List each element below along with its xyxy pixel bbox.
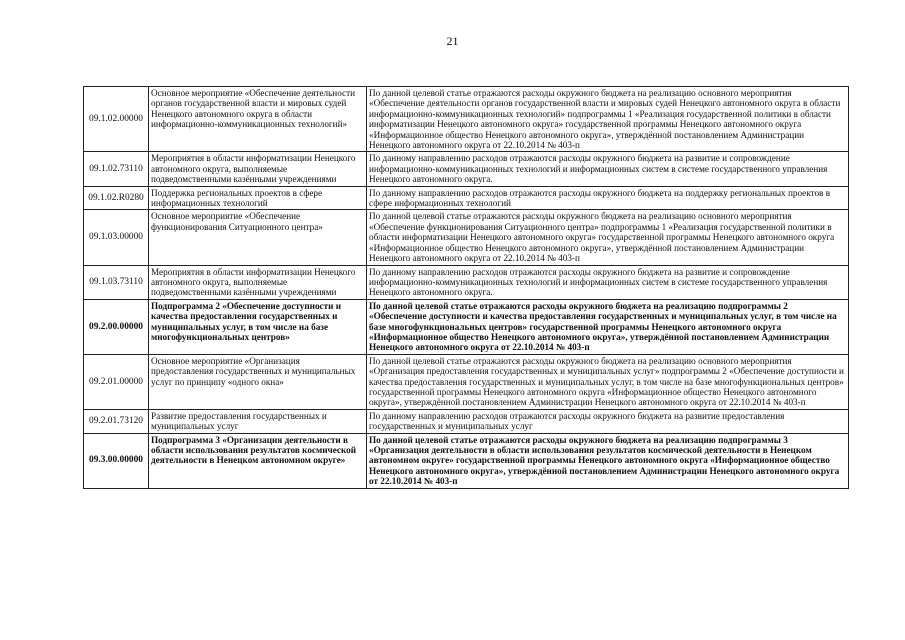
page-number: 21 [446,34,459,48]
row-code: 09.1.03.00000 [84,210,149,265]
table-row [84,210,849,265]
row-code: 09.1.02.R0280 [84,186,149,210]
row-description: По данному направлению расходов отражаются расходы окружного бюджета на развитие и сопровождение информационно-коммуникационных технологий и информационных систем в системе государственного управления Ненецкого автономного округа. [367,265,849,299]
row-code: 09.2.00.00000 [84,299,149,354]
row-code: 09.1.02.73110 [84,152,149,186]
row-name: Подпрограмма 2 «Обеспечение доступности и качества предоставления государственных и муниципальных услуг, в том числе на базе многофункциональных центров» [149,299,367,354]
row-description: По данной целевой статье отражаются расходы окружного бюджета на реализацию основного мероприятия «Организация предоставления государственных и муниципальных услуг» подпрограммы 2 «Обеспечение доступности и качества предоставления государственных и муниципальных услуг, в том числе на базе многофункциональных центров» государственной программы Ненецкого автономного округа «Информационное общество Ненецкого автономного округа», утверждённой постановлением Администрации Ненецкого автономного округа от 22.10.2014 № 403-п [367,354,849,409]
row-description: По данной целевой статье отражаются расходы окружного бюджета на реализацию подпрограммы 3 «Организация деятельности в области использования результатов космической деятельности в Ненецком автономном округе» государственной программы Ненецкого автономного округа «Информационное общество Ненецкого автономного округа», утверждённой постановлением Администрации Ненецкого автономного округа от 22.10.2014 № 403-п [367,433,849,488]
row-name: Поддержка региональных проектов в сфере информационных технологий [149,186,367,210]
row-name: Подпрограмма 3 «Организация деятельности в области использования результатов космической деятельности в Ненецком автономном округе» [149,433,367,488]
table-row [84,354,849,409]
row-name: Основное мероприятие «Обеспечение деятельности органов государственной власти и мировых судей Ненецкого автономного округа в области информационно-коммуникационных технологий» [149,87,367,152]
row-code: 09.2.01.73120 [84,409,149,433]
row-code: 09.3.00.00000 [84,433,149,488]
table-row [84,409,849,433]
row-name: Мероприятия в области информатизации Ненецкого автономного округа, выполняемые подведомственными казёнными учреждениями [149,265,367,299]
table-row [84,265,849,299]
row-code: 09.2.01.00000 [84,354,149,409]
row-description: По данной целевой статье отражаются расходы окружного бюджета на реализацию подпрограммы 2 «Обеспечение доступности и качества предоставления государственных и муниципальных услуг, в том числе на базе многофункциональных центров» государственной программы Ненецкого автономного округа «Информационное общество Ненецкого автономного округа», утверждённой постановлением Администрации Ненецкого автономного округа от 22.10.2014 № 403-п [367,299,849,354]
table-row-subprogram [84,299,849,354]
table-row-subprogram [84,433,849,488]
row-code: 09.1.03.73110 [84,265,149,299]
row-description: По данной целевой статье отражаются расходы окружного бюджета на реализацию основного мероприятия «Обеспечение функционирования Ситуационного центра» подпрограммы 1 «Реализация государственной политики в области информатизации Ненецкого автономного округа» государственной программы Ненецкого автономного округа «Информационное общество Ненецкого автономного округа», утверждённой постановлением Администрации Ненецкого автономного округа от 22.10.2014 № 403-п [367,210,849,265]
row-name: Основное мероприятие «Организация предоставления государственных и муниципальных услуг по принципу «одного окна» [149,354,367,409]
row-code: 09.1.02.00000 [84,87,149,152]
table-row [84,186,849,210]
row-name: Мероприятия в области информатизации Ненецкого автономного округа, выполняемые подведомственными казёнными учреждениями [149,152,367,186]
row-name: Развитие предоставления государственных и муниципальных услуг [149,409,367,433]
table-body [84,87,849,489]
table-row [84,87,849,152]
table-row [84,152,849,186]
row-description: По данной целевой статье отражаются расходы окружного бюджета на реализацию основного мероприятия «Обеспечение деятельности органов государственной власти и мировых судей Ненецкого автономного округа в области информационно-коммуникационных технологий» подпрограммы 1 «Реализация государственной политики в области информатизации Ненецкого автономного округа» государственной программы Ненецкого автономного округа «Информационное общество Ненецкого автономного округа», утверждённой постановлением Администрации Ненецкого автономного округа от 22.10.2014 № 403-п [367,87,849,152]
target-articles-table [83,86,849,489]
row-description: По данному направлению расходов отражаются расходы окружного бюджета на развитие и сопровождение информационно-коммуникационных технологий и информационных систем в системе государственного управления Ненецкого автономного округа. [367,152,849,186]
row-description: По данному направлению расходов отражаются расходы окружного бюджета на поддержку региональных проектов в сфере информационных технологий [367,186,849,210]
row-name: Основное мероприятие «Обеспечение функционирования Ситуационного центра» [149,210,367,265]
row-description: По данному направлению расходов отражаются расходы окружного бюджета на развитие предоставления государственных и муниципальных услуг [367,409,849,433]
